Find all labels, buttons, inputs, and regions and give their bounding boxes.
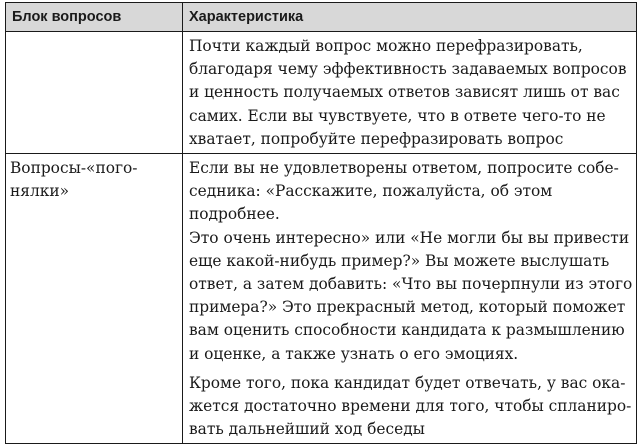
text-line: вать дальнейший ход беседы — [189, 420, 425, 439]
text-line: вам оценить способности кандидата к размышлению — [189, 321, 625, 340]
row1-paragraph — [189, 35, 634, 151]
text-line: седника: «Расскажите, пожалуйста, об этом подробнее. — [189, 182, 553, 224]
text-line: жется достаточно времени для того, чтобы спланиро- — [189, 397, 632, 416]
text-line: Кроме того, пока кандидат будет отвечать, у вас ока- — [189, 373, 626, 392]
table-header-row — [6, 3, 637, 32]
text-line: и оценке, а также узнать о его эмоциях. — [189, 344, 519, 363]
header-question-block: Блок вопросов — [6, 3, 183, 32]
label-line: Вопросы-«пого- — [10, 159, 138, 178]
text-line: Если вы не удовлетворены ответом, попросите собе- — [189, 159, 619, 178]
text-line: самих. Если вы чувствуете, что в ответе чего-то не — [189, 106, 606, 125]
header-characteristic: Характеристика — [183, 3, 637, 32]
row2-text-cell — [183, 154, 637, 444]
table-row — [6, 32, 637, 154]
table-row — [6, 154, 637, 444]
text-line: и ценность получаемых ответов зависят лишь от вас — [189, 83, 620, 102]
row2-paragraph-2 — [189, 372, 634, 442]
text-line: Это очень интересно» или «Не могли бы вы привести — [189, 228, 630, 247]
text-line: ответ, а затем добавить: «Что вы почерпнули из этого — [189, 275, 633, 294]
row1-label-cell — [6, 32, 183, 154]
text-line: хватает, попробуйте перефразировать вопрос — [189, 129, 564, 148]
text-line: примера?» Это прекрасный метод, который поможет — [189, 298, 626, 317]
row1-text-cell — [183, 32, 637, 154]
label-line: нялки» — [10, 182, 70, 201]
questions-table — [5, 2, 637, 444]
text-line: Почти каждый вопрос можно перефразировать, — [189, 37, 583, 55]
row2-paragraph-1 — [189, 157, 634, 366]
text-line: благодаря чему эффективность задаваемых вопросов — [189, 60, 627, 79]
row2-label-cell — [6, 154, 183, 444]
text-line: еще какой-нибудь пример?» Вы можете выслушать — [189, 251, 610, 270]
